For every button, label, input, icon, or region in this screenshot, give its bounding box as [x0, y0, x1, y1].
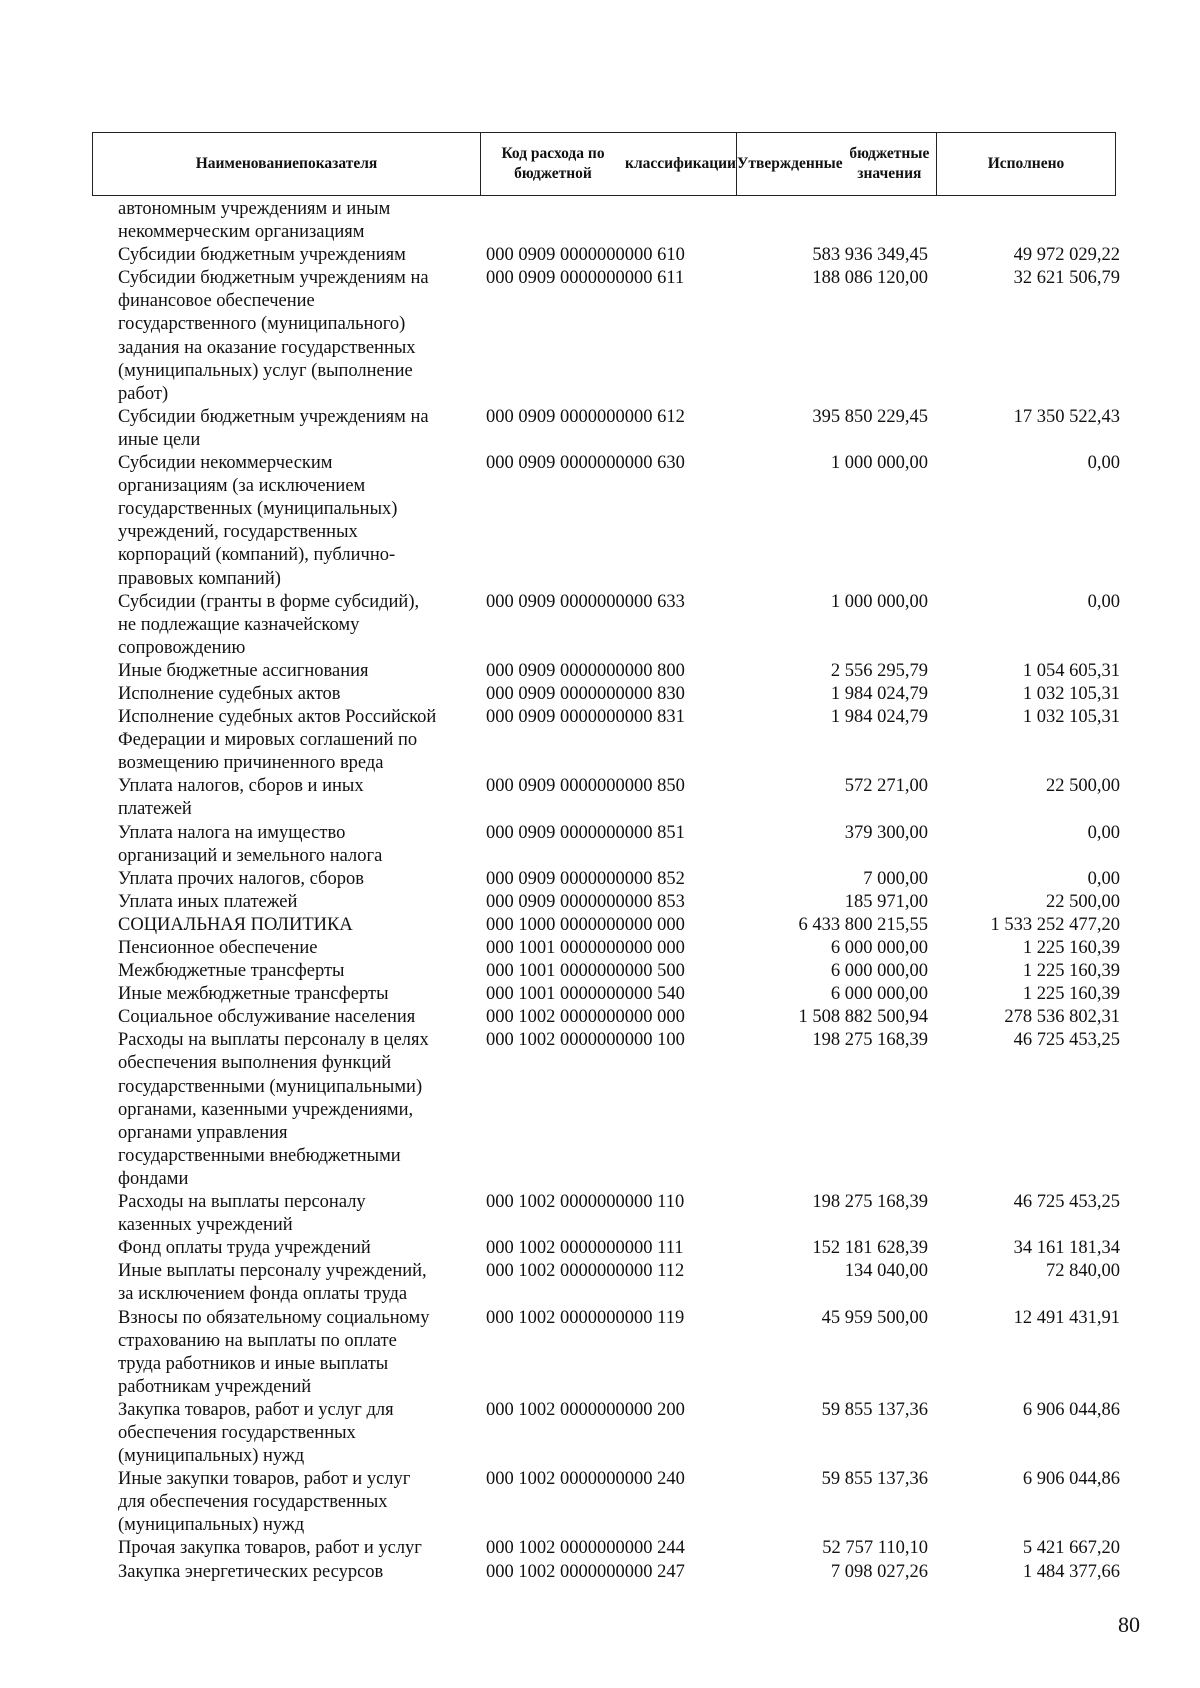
- row-exec-value: 278 536 802,31: [1004, 1007, 1120, 1028]
- row-name: [92, 960, 478, 983]
- row-code: 000 1002 0000000000 240: [486, 1469, 685, 1490]
- row-name-line: иные цели: [118, 429, 201, 450]
- table-row: [92, 1191, 1132, 1237]
- table-row: [92, 1260, 1132, 1306]
- row-name-line: некоммерческим организациям: [118, 222, 365, 243]
- header-exec: Исполнено: [987, 155, 1065, 172]
- row-code: 000 0909 0000000000 830: [486, 683, 685, 704]
- row-exec-value: 12 491 431,91: [1013, 1307, 1120, 1328]
- header-plan: Утвержденные бюджетные значения: [737, 133, 937, 195]
- row-code: 000 1002 0000000000 111: [486, 1238, 684, 1259]
- row-name-line: фондами: [118, 1168, 189, 1189]
- row-name-line: Субсидии бюджетным учреждениям на: [118, 268, 429, 289]
- row-code: 000 1002 0000000000 000: [486, 1007, 685, 1028]
- table-row: [92, 267, 1132, 406]
- row-plan-value: 6 000 000,00: [830, 938, 928, 958]
- row-name-line: Закупка энергетических ресурсов: [118, 1561, 384, 1582]
- row-name-line: государственными внебюджетными: [118, 1145, 401, 1166]
- row-code: 000 1000 0000000000 000: [486, 914, 685, 935]
- row-name-line: организациям (за исключением: [118, 476, 366, 497]
- table-row: [92, 983, 1132, 1006]
- row-name: [92, 706, 478, 775]
- row-name-line: Уплата иных платежей: [118, 891, 298, 912]
- row-plan-value: 7 000,00: [863, 868, 928, 889]
- row-plan-value: 1 508 882 500,94: [798, 1007, 928, 1028]
- row-name-line: за исключением фонда оплаты труда: [118, 1284, 408, 1305]
- row-name-line: сопровождению: [118, 637, 246, 658]
- row-name: [92, 775, 478, 821]
- row-name-line: Исполнение судебных актов Российской: [118, 707, 437, 728]
- row-plan-value: 6 433 800 215,55: [798, 914, 928, 935]
- row-name-line: обеспечения выполнения функций: [118, 1053, 392, 1074]
- row-name: [92, 1537, 478, 1560]
- row-exec-value: 1 032 105,31: [1022, 683, 1120, 704]
- row-exec-value: 22 500,00: [1046, 891, 1120, 912]
- row-name-line: финансовое обеспечение: [118, 291, 315, 312]
- row-name-line: для обеспечения государственных: [118, 1492, 388, 1513]
- table-row: [92, 683, 1132, 706]
- row-name: [92, 1191, 478, 1237]
- row-plan-value: 2 556 295,79: [830, 660, 928, 681]
- table-row: [92, 891, 1132, 914]
- row-name-line: работ): [118, 383, 169, 404]
- row-name-line: Прочая закупка товаров, работ и услуг: [118, 1538, 422, 1559]
- row-name: [92, 267, 478, 406]
- row-name: [92, 822, 478, 868]
- row-code: 000 1001 0000000000 500: [486, 961, 685, 982]
- row-name-line: государственных (муниципальных): [118, 499, 398, 520]
- row-plan-value: 1 984 024,79: [830, 683, 928, 704]
- row-name-line: (муниципальных) нужд: [118, 1515, 305, 1536]
- row-name: [92, 914, 478, 937]
- row-exec-value: 1 225 160,39: [1022, 961, 1120, 982]
- row-exec-value: 46 725 453,25: [1013, 1192, 1120, 1213]
- row-plan-value: 59 855 137,36: [821, 1399, 928, 1420]
- table-row: [92, 452, 1132, 591]
- row-code: 000 1002 0000000000 110: [486, 1192, 685, 1213]
- row-plan-value: 185 971,00: [844, 891, 928, 912]
- table-row: [92, 1561, 1132, 1584]
- row-name-line: правовых компаний): [118, 568, 281, 589]
- table-row: [92, 1237, 1132, 1260]
- row-name-line: обеспечения государственных: [118, 1422, 356, 1443]
- row-code: 000 1002 0000000000 247: [486, 1561, 685, 1582]
- row-name: [92, 452, 478, 591]
- row-name: [92, 1006, 478, 1029]
- row-exec-value: 1 225 160,39: [1022, 938, 1120, 958]
- row-exec-value: 1 054 605,31: [1022, 660, 1120, 681]
- row-name-line: возмещению причиненного вреда: [118, 753, 384, 774]
- row-name: [92, 1029, 478, 1191]
- row-name-line: Исполнение судебных актов: [118, 683, 341, 704]
- row-exec-value: 1 225 160,39: [1022, 984, 1120, 1005]
- table-row: [92, 868, 1132, 891]
- table-header: [92, 132, 1116, 196]
- row-name: [92, 591, 478, 660]
- row-code: 000 1001 0000000000 000: [486, 938, 685, 958]
- row-name-line: Субсидии (гранты в форме субсидий),: [118, 591, 420, 612]
- row-name-line: Взносы по обязательному социальному: [118, 1307, 430, 1328]
- row-name-line: Уплата налогов, сборов и иных: [118, 776, 364, 797]
- row-name-line: организаций и земельного налога: [118, 845, 383, 866]
- row-name: [92, 983, 478, 1006]
- row-name-line: корпораций (компаний), публично-: [118, 545, 396, 566]
- table-row: [92, 1399, 1132, 1468]
- table-row: [92, 706, 1132, 775]
- row-name-line: Субсидии бюджетным учреждениям: [118, 245, 406, 266]
- row-name-line: СОЦИАЛЬНАЯ ПОЛИТИКА: [118, 914, 353, 935]
- row-plan-value: 395 850 229,45: [812, 406, 928, 427]
- row-name: [92, 891, 478, 914]
- row-code: 000 1002 0000000000 112: [486, 1261, 685, 1282]
- row-name-line: Расходы на выплаты персоналу в целях: [118, 1030, 429, 1051]
- row-exec-value: 22 500,00: [1046, 776, 1120, 797]
- row-code: 000 0909 0000000000 611: [486, 268, 685, 289]
- row-plan-value: 1 000 000,00: [830, 453, 928, 474]
- row-exec-value: 6 906 044,86: [1022, 1469, 1120, 1490]
- row-name-line: органами, казенными учреждениями,: [118, 1099, 414, 1120]
- row-plan-value: 188 086 120,00: [812, 268, 928, 289]
- row-exec-value: 0,00: [1087, 822, 1120, 843]
- row-name-line: труда работников и иные выплаты: [118, 1353, 389, 1374]
- row-plan-value: 379 300,00: [844, 822, 928, 843]
- table-row: [92, 1029, 1132, 1191]
- table-row: [92, 960, 1132, 983]
- table-row: [92, 1307, 1132, 1399]
- row-name-line: органами управления: [118, 1122, 288, 1143]
- row-plan-value: 59 855 137,36: [821, 1469, 928, 1490]
- row-code: 000 0909 0000000000 831: [486, 707, 685, 728]
- table-body: [92, 198, 1132, 1584]
- row-name-line: Уплата налога на имущество: [118, 822, 346, 843]
- row-name: [92, 1399, 478, 1468]
- table-row: [92, 1006, 1132, 1029]
- row-exec-value: 5 421 667,20: [1022, 1538, 1120, 1559]
- row-code: 000 0909 0000000000 851: [486, 822, 685, 843]
- row-exec-value: 0,00: [1087, 591, 1120, 612]
- table-row: [92, 244, 1132, 267]
- row-exec-value: 32 621 506,79: [1013, 268, 1120, 289]
- table-row: [92, 406, 1132, 452]
- row-name-line: платежей: [118, 799, 192, 820]
- row-name-line: (муниципальных) нужд: [118, 1446, 305, 1467]
- row-plan-value: 198 275 168,39: [812, 1192, 928, 1213]
- row-name-line: Расходы на выплаты персоналу: [118, 1192, 366, 1213]
- row-code: 000 0909 0000000000 633: [486, 591, 685, 612]
- row-name-line: страхованию на выплаты по оплате: [118, 1330, 397, 1351]
- row-name: [92, 1260, 478, 1306]
- row-code: 000 1002 0000000000 119: [486, 1307, 685, 1328]
- row-code: 000 1001 0000000000 540: [486, 984, 685, 1005]
- row-name-line: работникам учреждений: [118, 1376, 312, 1397]
- row-name-line: Межбюджетные трансферты: [118, 961, 345, 982]
- table-row: [92, 937, 1132, 960]
- row-name: [92, 198, 478, 244]
- row-plan-value: 152 181 628,39: [812, 1238, 928, 1259]
- row-name-line: Субсидии некоммерческим: [118, 453, 333, 474]
- row-name-line: Иные бюджетные ассигнования: [118, 660, 369, 681]
- row-plan-value: 52 757 110,10: [822, 1538, 928, 1559]
- table-row: [92, 591, 1132, 660]
- row-name-line: Иные межбюджетные трансферты: [118, 984, 389, 1005]
- row-exec-value: 6 906 044,86: [1022, 1399, 1120, 1420]
- row-code: 000 0909 0000000000 852: [486, 868, 685, 889]
- row-code: 000 0909 0000000000 800: [486, 660, 685, 681]
- row-name: [92, 937, 478, 960]
- row-plan-value: 1 984 024,79: [830, 707, 928, 728]
- row-name: [92, 1561, 478, 1584]
- row-name-line: казенных учреждений: [118, 1215, 293, 1236]
- table-row: [92, 914, 1132, 937]
- table-row: [92, 1537, 1132, 1560]
- row-name-line: Закупка товаров, работ и услуг для: [118, 1399, 394, 1420]
- table-row: [92, 1468, 1132, 1537]
- table-row: [92, 775, 1132, 821]
- row-name-line: Федерации и мировых соглашений по: [118, 730, 418, 751]
- row-code: 000 0909 0000000000 853: [486, 891, 685, 912]
- row-name: [92, 660, 478, 683]
- header-code: Код расхода по бюджетной классификации: [481, 133, 737, 195]
- row-plan-value: 6 000 000,00: [830, 961, 928, 982]
- row-name-line: Фонд оплаты труда учреждений: [118, 1238, 371, 1259]
- row-exec-value: 34 161 181,34: [1013, 1238, 1120, 1259]
- row-name: [92, 1468, 478, 1537]
- row-plan-value: 7 098 027,26: [830, 1561, 928, 1582]
- row-plan-value: 134 040,00: [844, 1261, 928, 1282]
- page-number: 80: [1118, 1612, 1140, 1637]
- row-name: [92, 244, 478, 267]
- row-plan-value: 572 271,00: [844, 776, 928, 797]
- row-code: 000 0909 0000000000 850: [486, 776, 685, 797]
- row-exec-value: 1 484 377,66: [1022, 1561, 1120, 1582]
- header-name: Наименование показателя: [93, 133, 481, 195]
- table-row: [92, 198, 1132, 244]
- row-name: [92, 683, 478, 706]
- table-row: [92, 660, 1132, 683]
- table-row: [92, 822, 1132, 868]
- row-name-line: Субсидии бюджетным учреждениям на: [118, 406, 429, 427]
- row-name-line: Иные выплаты персоналу учреждений,: [118, 1261, 427, 1282]
- row-name-line: Иные закупки товаров, работ и услуг: [118, 1469, 411, 1490]
- row-name-line: Пенсионное обеспечение: [118, 938, 318, 958]
- row-exec-value: 72 840,00: [1046, 1261, 1120, 1282]
- row-plan-value: 6 000 000,00: [830, 984, 928, 1005]
- row-code: 000 1002 0000000000 200: [486, 1399, 685, 1420]
- row-plan-value: 1 000 000,00: [830, 591, 928, 612]
- row-exec-value: 1 533 252 477,20: [990, 914, 1120, 935]
- row-plan-value: 583 936 349,45: [812, 245, 928, 266]
- row-code: 000 0909 0000000000 610: [486, 245, 685, 266]
- row-exec-value: 49 972 029,22: [1013, 245, 1120, 266]
- row-name-line: учреждений, государственных: [118, 522, 358, 543]
- row-name-line: Социальное обслуживание населения: [118, 1007, 416, 1028]
- row-plan-value: 45 959 500,00: [821, 1307, 928, 1328]
- row-exec-value: 1 032 105,31: [1022, 707, 1120, 728]
- row-exec-value: 0,00: [1087, 868, 1120, 889]
- row-exec-value: 0,00: [1087, 453, 1120, 474]
- row-name-line: задания на оказание государственных: [118, 337, 416, 358]
- row-name: [92, 406, 478, 452]
- row-name-line: автономным учреждениям и иным: [118, 199, 391, 219]
- row-name: [92, 868, 478, 891]
- row-name: [92, 1237, 478, 1260]
- row-name: [92, 1307, 478, 1399]
- row-code: 000 1002 0000000000 244: [486, 1538, 685, 1559]
- row-name-line: не подлежащие казначейскому: [118, 614, 360, 635]
- row-exec-value: 46 725 453,25: [1013, 1030, 1120, 1051]
- row-exec-value: 17 350 522,43: [1013, 406, 1120, 427]
- row-name-line: Уплата прочих налогов, сборов: [118, 868, 364, 889]
- row-name-line: государственного (муниципального): [118, 314, 406, 335]
- row-code: 000 1002 0000000000 100: [486, 1030, 685, 1051]
- row-plan-value: 198 275 168,39: [812, 1030, 928, 1051]
- row-name-line: (муниципальных) услуг (выполнение: [118, 360, 413, 381]
- row-name-line: государственными (муниципальными): [118, 1076, 423, 1097]
- row-code: 000 0909 0000000000 630: [486, 453, 685, 474]
- row-code: 000 0909 0000000000 612: [486, 406, 685, 427]
